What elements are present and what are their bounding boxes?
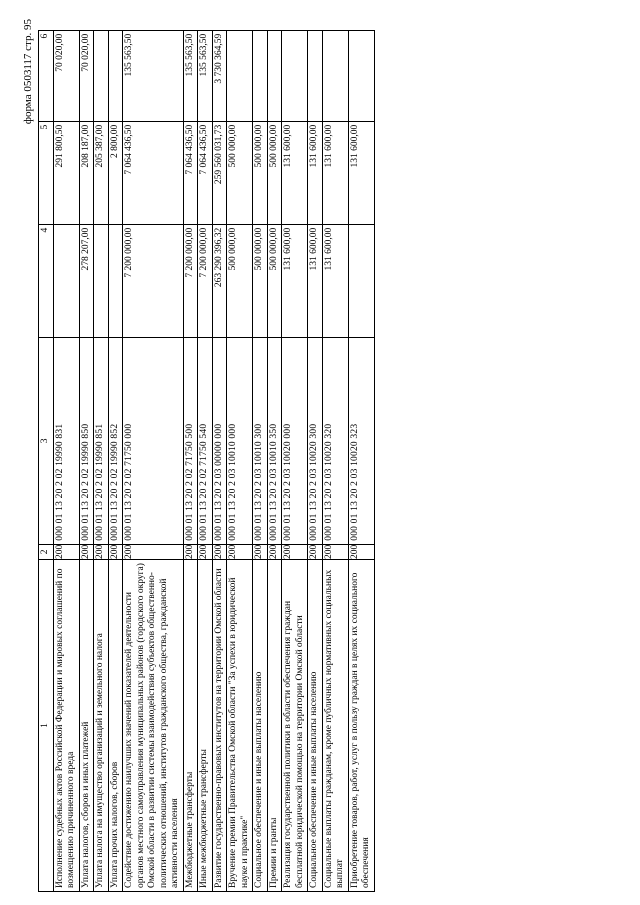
table-row xyxy=(123,30,184,891)
row-line-code: 200 xyxy=(94,544,109,559)
row-executed: 2 800,00 xyxy=(108,121,123,224)
row-name: Приобретение товаров, работ, услуг в пользу граждан в целях их социального обеспечения xyxy=(348,560,374,892)
row-executed: 131 600,00 xyxy=(282,121,308,224)
table-row xyxy=(227,30,253,891)
row-line-code: 200 xyxy=(108,544,123,559)
row-approved: 131 600,00 xyxy=(322,224,348,337)
row-line-code: 200 xyxy=(123,544,184,559)
row-budget-code: 000 01 13 20 2 03 10020 323 xyxy=(348,337,374,544)
column-header: 4 xyxy=(39,224,54,337)
column-header: 5 xyxy=(39,121,54,224)
table-row xyxy=(53,30,79,891)
row-unexecuted: 135 563,50 xyxy=(123,30,184,121)
row-executed: 205 387,00 xyxy=(94,121,109,224)
row-executed: 131 600,00 xyxy=(322,121,348,224)
table-row xyxy=(198,30,213,891)
row-approved: 500 000,00 xyxy=(253,224,268,337)
row-approved: 7 200 000,00 xyxy=(198,224,213,337)
row-budget-code: 000 01 13 20 2 02 19990 850 xyxy=(79,337,94,544)
row-unexecuted xyxy=(322,30,348,121)
row-line-code: 200 xyxy=(198,544,213,559)
row-name: Уплата прочих налогов, сборов xyxy=(108,560,123,892)
budget-table xyxy=(38,30,375,892)
row-line-code: 200 xyxy=(282,544,308,559)
row-approved: 7 200 000,00 xyxy=(123,224,184,337)
row-approved xyxy=(348,224,374,337)
row-name: Премии и гранты xyxy=(267,560,282,892)
row-name: Межбюджетные трансферты xyxy=(183,560,198,892)
rotated-sheet xyxy=(20,7,620,892)
row-approved xyxy=(94,224,109,337)
table-row xyxy=(348,30,374,891)
row-unexecuted xyxy=(227,30,253,121)
table-row xyxy=(212,30,227,891)
row-line-code: 200 xyxy=(227,544,253,559)
column-number-row xyxy=(39,30,54,891)
row-name: Уплата налога на имущество организаций и земельного налога xyxy=(94,560,109,892)
row-budget-code: 000 01 13 20 2 03 10020 000 xyxy=(282,337,308,544)
row-line-code: 200 xyxy=(348,544,374,559)
form-note: форма 0503117 стр. 95 xyxy=(22,19,34,125)
row-budget-code: 000 01 13 20 2 03 10010 350 xyxy=(267,337,282,544)
row-unexecuted xyxy=(282,30,308,121)
row-name: Исполнение судебных актов Российской Федерации и мировых соглашений по возмещению причиненного вреда xyxy=(53,560,79,892)
row-line-code: 200 xyxy=(183,544,198,559)
row-approved: 131 600,00 xyxy=(282,224,308,337)
row-budget-code: 000 01 13 20 2 03 10010 000 xyxy=(227,337,253,544)
row-unexecuted: 3 730 364,59 xyxy=(212,30,227,121)
row-name: Уплата налогов, сборов и иных платежей xyxy=(79,560,94,892)
row-executed: 131 600,00 xyxy=(308,121,323,224)
row-budget-code: 000 01 13 20 2 02 19990 851 xyxy=(94,337,109,544)
row-unexecuted xyxy=(94,30,109,121)
table-body xyxy=(53,30,374,891)
row-line-code: 200 xyxy=(53,544,79,559)
column-header: 1 xyxy=(39,560,54,892)
row-line-code: 200 xyxy=(79,544,94,559)
row-unexecuted xyxy=(308,30,323,121)
row-unexecuted: 135 563,50 xyxy=(183,30,198,121)
row-unexecuted xyxy=(253,30,268,121)
row-budget-code: 000 01 13 20 2 02 19990 852 xyxy=(108,337,123,544)
row-approved: 131 600,00 xyxy=(308,224,323,337)
column-header: 2 xyxy=(39,544,54,559)
row-budget-code: 000 01 13 20 2 03 10010 300 xyxy=(253,337,268,544)
row-approved xyxy=(108,224,123,337)
table-row xyxy=(322,30,348,891)
row-executed: 500 000,00 xyxy=(253,121,268,224)
row-name: Реализация государственной политики в области обеспечения граждан бесплатной юридической помощью на территории Омской области xyxy=(282,560,308,892)
table-row xyxy=(108,30,123,891)
row-name: Социальные выплаты гражданам, кроме публичных нормативных социальных выплат xyxy=(322,560,348,892)
column-header: 6 xyxy=(39,30,54,121)
row-name: Иные межбюджетные трансферты xyxy=(198,560,213,892)
row-name: Содействие достижению наилучших значений показателей деятельности органов местного самоуправления муниципальных районов (городского округа) Омской области в развитии системы взаимодействия субъектов общественно-политических отношений, институтов гражданского общества, гражданской активности населения xyxy=(123,560,184,892)
row-line-code: 200 xyxy=(308,544,323,559)
row-budget-code: 000 01 13 20 2 02 19990 831 xyxy=(53,337,79,544)
row-executed: 291 800,50 xyxy=(53,121,79,224)
table-row xyxy=(282,30,308,891)
row-budget-code: 000 01 13 20 2 03 10020 300 xyxy=(308,337,323,544)
row-name: Развитие государственно-правовых институтов на территории Омской области xyxy=(212,560,227,892)
table-row xyxy=(94,30,109,891)
row-unexecuted xyxy=(348,30,374,121)
row-name: Социальное обеспечение и иные выплаты населению xyxy=(308,560,323,892)
table-row xyxy=(253,30,268,891)
row-executed: 7 064 436,50 xyxy=(198,121,213,224)
row-approved: 7 200 000,00 xyxy=(183,224,198,337)
row-line-code: 200 xyxy=(267,544,282,559)
row-budget-code: 000 01 13 20 2 03 00000 000 xyxy=(212,337,227,544)
row-executed: 500 000,00 xyxy=(267,121,282,224)
row-approved: 263 290 396,32 xyxy=(212,224,227,337)
row-executed: 7 064 436,50 xyxy=(123,121,184,224)
row-line-code: 200 xyxy=(212,544,227,559)
row-executed: 500 000,00 xyxy=(227,121,253,224)
column-header: 3 xyxy=(39,337,54,544)
row-executed: 131 600,00 xyxy=(348,121,374,224)
row-name: Социальное обеспечение и иные выплаты населению xyxy=(253,560,268,892)
row-budget-code: 000 01 13 20 2 03 10020 320 xyxy=(322,337,348,544)
row-executed: 7 064 436,50 xyxy=(183,121,198,224)
row-unexecuted: 70 020,00 xyxy=(79,30,94,121)
row-approved xyxy=(53,224,79,337)
row-approved: 278 207,00 xyxy=(79,224,94,337)
row-budget-code: 000 01 13 20 2 02 71750 500 xyxy=(183,337,198,544)
row-approved: 500 000,00 xyxy=(267,224,282,337)
row-line-code: 200 xyxy=(322,544,348,559)
row-budget-code: 000 01 13 20 2 02 71750 540 xyxy=(198,337,213,544)
row-unexecuted xyxy=(267,30,282,121)
row-unexecuted xyxy=(108,30,123,121)
row-budget-code: 000 01 13 20 2 02 71750 000 xyxy=(123,337,184,544)
row-executed: 208 187,00 xyxy=(79,121,94,224)
row-line-code: 200 xyxy=(253,544,268,559)
table-row xyxy=(267,30,282,891)
row-unexecuted: 70 020,00 xyxy=(53,30,79,121)
row-executed: 259 560 031,73 xyxy=(212,121,227,224)
table-row xyxy=(308,30,323,891)
table-row xyxy=(79,30,94,891)
table-row xyxy=(183,30,198,891)
row-name: Вручение премии Правительства Омской области "За успехи в юридической науке и практике" xyxy=(227,560,253,892)
row-approved: 500 000,00 xyxy=(227,224,253,337)
row-unexecuted: 135 563,50 xyxy=(198,30,213,121)
